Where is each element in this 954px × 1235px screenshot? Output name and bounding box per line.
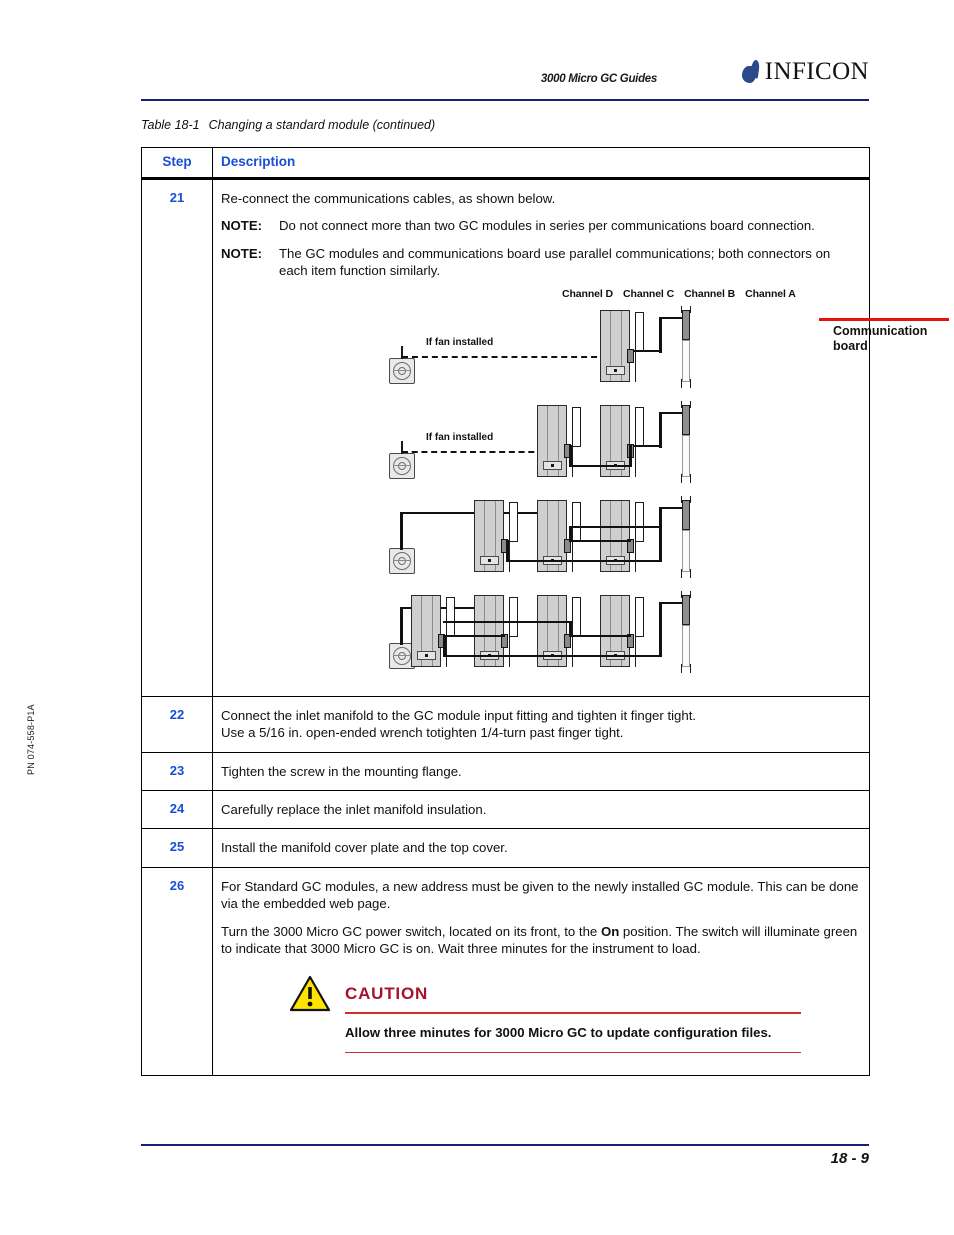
caution-box xyxy=(289,975,801,1053)
cable-row2-b xyxy=(569,465,631,468)
note-text: Do not connect more than two GC modules in series per communications board connection. xyxy=(279,218,815,234)
header-document-title: 3000 Micro GC Guides xyxy=(540,73,657,85)
header-divider xyxy=(141,99,869,101)
step26-para1: For Standard GC modules, a new address must be given to the newly installed GC module. This can be done via the embedded web page. xyxy=(221,878,859,912)
footer-divider xyxy=(141,1144,869,1146)
step-number: 25 xyxy=(142,829,213,867)
cable-row4-h xyxy=(659,621,662,657)
cable-row3-f xyxy=(659,526,662,562)
step21-intro: Re-connect the communications cables, as shown below. xyxy=(221,191,556,206)
step-number: 26 xyxy=(142,867,213,1076)
channel-label-b: Channel B xyxy=(684,287,736,300)
cable-row4-j xyxy=(659,602,662,624)
cable-row3-b xyxy=(506,560,662,563)
inficon-logo xyxy=(742,57,869,87)
cable-row3-e xyxy=(569,540,631,543)
inficon-logo-mark-icon xyxy=(742,59,764,85)
communications-board-row2 xyxy=(681,405,691,477)
cable-row2-a xyxy=(569,445,572,467)
cable-row4-a xyxy=(443,621,573,624)
cable-row4-b xyxy=(443,635,446,657)
fan-icon xyxy=(389,358,415,384)
gc-module-channel-d-row4 xyxy=(411,595,441,667)
note-label: NOTE: xyxy=(221,218,263,234)
gc-module-channel-b-row2 xyxy=(537,405,567,477)
table-row xyxy=(142,696,870,752)
table-header-row xyxy=(142,148,870,179)
steps-table xyxy=(141,147,928,1076)
communications-board-row3 xyxy=(681,500,691,572)
step-description xyxy=(213,179,928,697)
fan-icon xyxy=(389,453,415,479)
caution-header xyxy=(289,975,801,1012)
column-header-description: Description xyxy=(213,148,870,179)
step26-on-keyword: On xyxy=(600,923,620,939)
step22-line1: Connect the inlet manifold to the GC module input fitting and tighten it finger tight. xyxy=(221,707,697,723)
caution-rule-top xyxy=(345,1012,801,1013)
table-row xyxy=(142,179,870,697)
table-row xyxy=(142,829,870,867)
page-number: 18 - 9 xyxy=(830,1150,869,1167)
cable-row4-d xyxy=(443,635,505,638)
inficon-logo-text: INFICON xyxy=(764,58,869,85)
step-description xyxy=(213,867,870,1076)
table-row xyxy=(142,867,870,1076)
step-number: 23 xyxy=(142,752,213,790)
cable-row2-e xyxy=(659,412,662,448)
channel-label-a: Channel A xyxy=(745,287,796,300)
side-part-number: PN 074-558-P1A xyxy=(26,704,36,775)
channel-label-d: Channel D xyxy=(562,287,614,300)
step-description: Tighten the screw in the mounting flange. xyxy=(213,752,870,790)
step26-para2 xyxy=(221,923,859,958)
step26-para2-b: position. The switch will illuminate green to indicate that 3000 Micro GC is on. Wait three minutes for the instrument to load. xyxy=(221,923,858,957)
cable-row1-b xyxy=(659,317,662,353)
fan-dashed-cable-row1 xyxy=(402,356,607,358)
warning-triangle-icon xyxy=(289,975,331,1012)
cable-row2-d xyxy=(633,445,662,448)
caution-rule-bottom xyxy=(345,1052,801,1053)
step26-para2-a: Turn the 3000 Micro GC power switch, located on its front, to the xyxy=(221,923,601,939)
cable-row4-c xyxy=(443,655,662,658)
table-caption-number: Table 18-1 xyxy=(141,118,200,132)
channel-label-c: Channel C xyxy=(623,287,675,300)
step21-note-2 xyxy=(221,245,859,280)
cable-row1-a xyxy=(633,350,662,353)
communications-board-row1 xyxy=(681,310,691,382)
communications-board-row4 xyxy=(681,595,691,667)
step21-note-1 xyxy=(221,217,859,234)
step-number: 22 xyxy=(142,696,213,752)
caution-body-text: Allow three minutes for 3000 Micro GC to update configuration files. xyxy=(345,1024,772,1040)
communications-cabling-diagram xyxy=(221,286,928,686)
gc-module-channel-c-row3 xyxy=(474,500,504,572)
cable-row4-g xyxy=(569,635,631,638)
page-header xyxy=(141,55,869,107)
note-text: The GC modules and communications board use parallel communications; both connectors on each item function similarly. xyxy=(279,245,831,279)
gc-module-channel-a-row1 xyxy=(600,310,630,382)
cable-row3-h xyxy=(659,507,662,529)
table-body xyxy=(142,179,928,1076)
fan-dashed-cable-row2 xyxy=(402,451,544,453)
step-description: Install the manifold cover plate and the top cover. xyxy=(213,829,870,867)
step-description: Carefully replace the inlet manifold insulation. xyxy=(213,790,870,828)
column-header-step: Step xyxy=(142,148,213,179)
table-row xyxy=(142,752,870,790)
fan-cable-row3-v xyxy=(400,512,403,550)
fan-label-row1: If fan installed xyxy=(426,336,494,348)
step-description xyxy=(213,696,870,752)
comm-board-label: Communication board xyxy=(833,323,928,354)
fan-cable-row4-v xyxy=(400,607,403,645)
table-head xyxy=(142,148,870,179)
cable-row2-c xyxy=(629,445,632,467)
cable-row3-d xyxy=(569,526,661,529)
step-number: 24 xyxy=(142,790,213,828)
fan-label-row2: If fan installed xyxy=(426,431,494,443)
caution-title: CAUTION xyxy=(345,983,429,1003)
table-caption xyxy=(141,118,435,132)
step-number: 21 xyxy=(142,179,213,697)
table-caption-text: Changing a standard module (continued) xyxy=(208,118,436,132)
table-row xyxy=(142,790,870,828)
channel-labels xyxy=(562,288,796,302)
note-label: NOTE: xyxy=(221,245,263,261)
fan-icon xyxy=(389,548,415,574)
module-bracket-stem-row1 xyxy=(635,312,636,382)
comm-board-accent-line xyxy=(819,318,949,321)
step22-line2: Use a 5/16 in. open-ended wrench totighten 1/4-turn past finger tight. xyxy=(221,725,624,741)
module-bracket-stem-row2-a xyxy=(635,407,636,477)
cable-row3-a xyxy=(506,540,509,562)
